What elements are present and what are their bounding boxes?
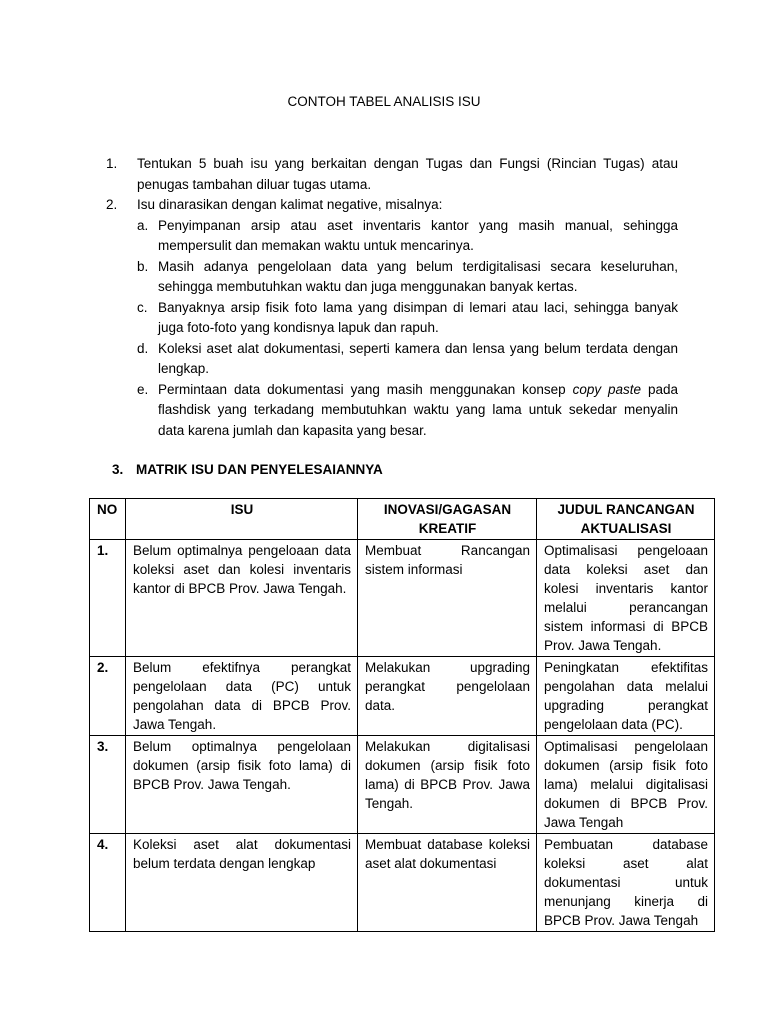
cell-no: 1. bbox=[90, 540, 126, 657]
column-header-isu: ISU bbox=[126, 499, 358, 540]
cell-judul: Optimalisasi pengelolaan dokumen (arsip fisik foto lama) melalui digitalisasi dokumen di BPCB Prov. Jawa Tengah bbox=[537, 736, 715, 834]
page-title: CONTOH TABEL ANALISIS ISU bbox=[287, 94, 481, 109]
column-header-inovasi: INOVASI/GAGASAN KREATIF bbox=[358, 499, 537, 540]
cell-isu: Belum efektifnya perangkat pengelolaan data (PC) untuk pengolahan data di BPCB Prov. Jawa Tengah. bbox=[126, 657, 358, 736]
cell-inovasi: Membuat database koleksi aset alat dokumentasi bbox=[358, 834, 537, 932]
sub-list-item bbox=[137, 216, 678, 257]
list-text: Tentukan 5 buah isu yang berkaitan dengan Tugas dan Fungsi (Rincian Tugas) atau penugas tambahan diluar tugas utama. bbox=[137, 156, 678, 192]
list-item bbox=[106, 154, 678, 195]
sub-list-letter: e. bbox=[137, 381, 149, 397]
sub-list-item bbox=[137, 339, 678, 380]
sub-list-letter: b. bbox=[137, 258, 149, 274]
sub-list-text-part: pada flashdisk yang terkadang membutuhkan waktu yang lama untuk sekedar menyalin data karena jumlah dan kapasita yang besar. bbox=[158, 381, 678, 438]
sub-list-letter: c. bbox=[137, 299, 148, 315]
sub-list-text-part: Permintaan data dokumentasi yang masih menggunakan konsep bbox=[158, 381, 573, 397]
column-header-no: NO bbox=[90, 499, 126, 540]
cell-no: 2. bbox=[90, 657, 126, 736]
cell-judul: Peningkatan efektifitas pengolahan data melalui upgrading perangkat pengelolaan data (PC). bbox=[537, 657, 715, 736]
cell-no: 4. bbox=[90, 834, 126, 932]
list-item bbox=[106, 195, 678, 441]
sub-list-item bbox=[137, 380, 678, 442]
cell-no: 3. bbox=[90, 736, 126, 834]
cell-inovasi: Membuat Rancangan sistem informasi bbox=[358, 540, 537, 657]
table-row bbox=[90, 834, 715, 932]
section-heading bbox=[112, 462, 383, 477]
cell-isu: Belum optimalnya pengelolaan dokumen (arsip fisik foto lama) di BPCB Prov. Jawa Tengah. bbox=[126, 736, 358, 834]
cell-isu: Koleksi aset alat dokumentasi belum terdata dengan lengkap bbox=[126, 834, 358, 932]
list-number: 2. bbox=[106, 197, 118, 212]
table-row bbox=[90, 540, 715, 657]
sub-list-item bbox=[137, 257, 678, 298]
sub-list-text: Masih adanya pengelolaan data yang belum terdigitalisasi secara keseluruhan, sehingga membutuhkan waktu dan juga menggunakan banyak kertas. bbox=[158, 258, 678, 294]
sub-list-text: Penyimpanan arsip atau aset inventaris kantor yang masih manual, sehingga mempersulit dan memakan waktu untuk mencarinya. bbox=[158, 217, 678, 253]
sub-list-text: Koleksi aset alat dokumentasi, seperti kamera dan lensa yang belum terdata dengan lengkap. bbox=[158, 340, 678, 376]
issue-matrix-table bbox=[89, 498, 715, 932]
cell-judul: Pembuatan database koleksi aset alat dokumentasi untuk menunjang kinerja di BPCB Prov. Jawa Tengah bbox=[537, 834, 715, 932]
sub-list-letter: a. bbox=[137, 217, 149, 233]
list-text: Isu dinarasikan dengan kalimat negative, misalnya: bbox=[137, 197, 443, 212]
section-title: MATRIK ISU DAN PENYELESAIANNYA bbox=[136, 462, 383, 477]
cell-isu: Belum optimalnya pengeloaan data koleksi aset dan kolesi inventaris kantor di BPCB Prov. Jawa Tengah. bbox=[126, 540, 358, 657]
cell-inovasi: Melakukan digitalisasi dokumen (arsip fisik foto lama) di BPCB Prov. Jawa Tengah. bbox=[358, 736, 537, 834]
sub-list-letter: d. bbox=[137, 340, 149, 356]
italic-term: copy paste bbox=[572, 381, 642, 397]
column-header-judul: JUDUL RANCANGAN AKTUALISASI bbox=[537, 499, 715, 540]
sub-list-item bbox=[137, 298, 678, 339]
section-number: 3. bbox=[112, 462, 124, 477]
table-header-row bbox=[90, 499, 715, 540]
instruction-list bbox=[106, 154, 678, 441]
cell-inovasi: Melakukan upgrading perangkat pengelolaan data. bbox=[358, 657, 537, 736]
table-row bbox=[90, 657, 715, 736]
list-number: 1. bbox=[106, 156, 118, 171]
sub-list-text bbox=[158, 380, 678, 442]
cell-judul: Optimalisasi pengeloaan data koleksi aset dan kolesi inventaris kantor melalui perancangan sistem informasi di BPCB Prov. Jawa Tengah. bbox=[537, 540, 715, 657]
table-row bbox=[90, 736, 715, 834]
sub-list-text: Banyaknya arsip fisik foto lama yang disimpan di lemari atau laci, sehingga banyak juga foto-foto yang kondisnya lapuk dan rapuh. bbox=[158, 299, 678, 335]
